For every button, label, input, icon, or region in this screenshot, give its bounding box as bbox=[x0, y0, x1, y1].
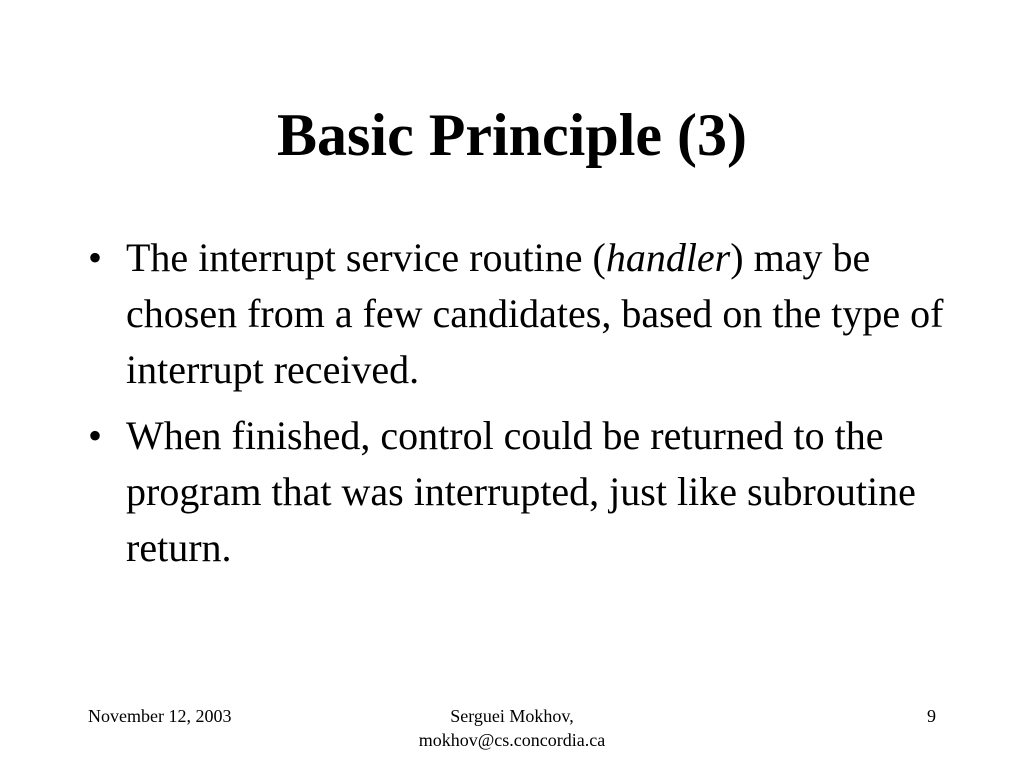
bullet-item bbox=[88, 230, 948, 398]
bullet-text-before: The interrupt service routine ( bbox=[126, 235, 606, 280]
bullet-text-before: When finished, control could be returned to the program that was interrupted, just like subroutine return. bbox=[126, 413, 916, 570]
bullet-symbol: • bbox=[88, 413, 103, 458]
bullet-text-emphasis: handler bbox=[605, 235, 731, 280]
bullet-text-after: ) may be chosen from a few candidates, based on the type of interrupt received. bbox=[126, 235, 944, 392]
bullet-symbol: • bbox=[88, 235, 103, 280]
footer-date: November 12, 2003 bbox=[88, 706, 232, 726]
bullet-text bbox=[126, 235, 943, 392]
footer-author bbox=[312, 704, 712, 752]
footer-author-email: mokhov@cs.concordia.ca bbox=[418, 730, 606, 750]
bullet-item bbox=[88, 408, 948, 576]
bullet-list bbox=[88, 230, 948, 586]
footer-page-number: 9 bbox=[927, 706, 936, 726]
footer-author-name: Serguei Mokhov, bbox=[450, 706, 574, 726]
bullet-text bbox=[126, 413, 916, 570]
slide-title: Basic Principle (3) bbox=[277, 102, 747, 168]
